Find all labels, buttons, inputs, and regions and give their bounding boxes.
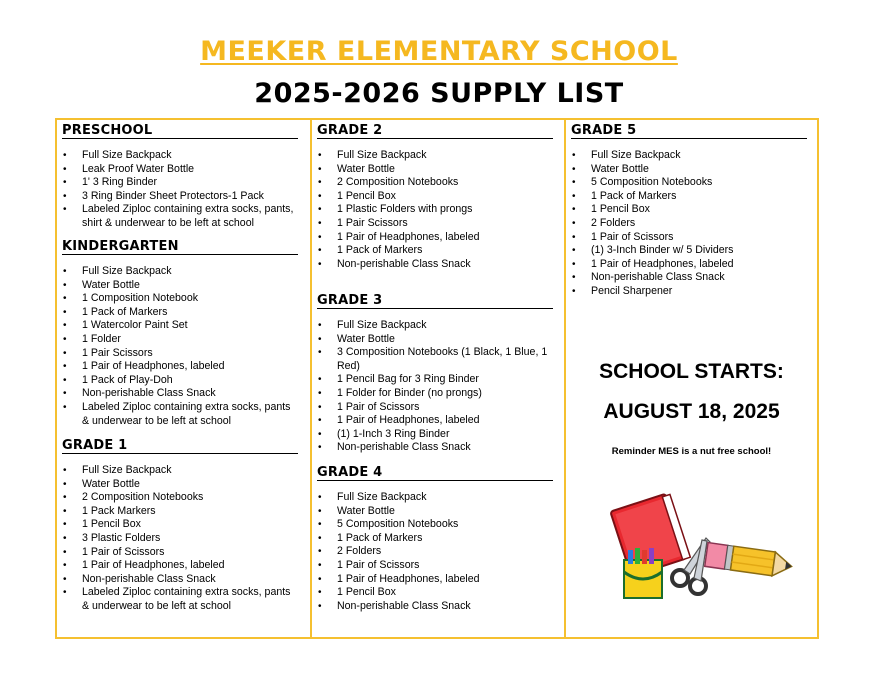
section-grade-5 [571,124,807,299]
list-item: • 3 Ring Binder Sheet Protectors-1 Pack [62,190,298,204]
list-item: • 2 Composition Notebooks [317,176,553,190]
school-starts-label: SCHOOL STARTS: [599,360,784,383]
list-item: • Water Bottle [62,279,298,293]
list-item: • Water Bottle [571,163,807,177]
list-item: • 1 Pair of Headphones, labeled [317,414,553,428]
section-grade-4 [317,466,553,613]
list-item: • 3 Composition Notebooks (1 Black, 1 Blue, 1 Red) [317,346,553,373]
list-item: • Pencil Sharpener [571,285,807,299]
section-grade-3 [317,294,553,455]
list-item: • 1 Pack Markers [62,505,298,519]
list-item: • Full Size Backpack [571,149,807,163]
item-list [62,265,298,428]
section-grade-2 [317,124,553,271]
list-item: • 1 Pair of Scissors [571,231,807,245]
item-list [317,149,553,271]
list-item: • 1 Pack of Markers [317,244,553,258]
list-item: • (1) 3-Inch Binder w/ 5 Dividers [571,244,807,258]
list-item: • Full Size Backpack [62,265,298,279]
school-supplies-clipart-icon [606,490,796,605]
list-item: • 1 Folder for Binder (no prongs) [317,387,553,401]
column-2 [312,120,566,637]
list-item: • 1 Pair of Headphones, labeled [317,231,553,245]
list-item: • Labeled Ziploc containing extra socks, pants & underwear to be left at school [62,401,298,428]
supply-list-title: 2025-2026 SUPPLY LIST [254,78,624,109]
section-heading: KINDERGARTEN [62,240,298,255]
list-item: • Non-perishable Class Snack [317,600,553,614]
list-item: • Full Size Backpack [317,491,553,505]
list-item: • Water Bottle [317,163,553,177]
list-item: • Non-perishable Class Snack [317,441,553,455]
list-item: • Water Bottle [317,333,553,347]
item-list [571,149,807,299]
list-item: • 1 Folder [62,333,298,347]
section-heading: PRESCHOOL [62,124,298,139]
list-item: • Full Size Backpack [317,149,553,163]
list-item: • 1 Pair of Headphones, labeled [62,360,298,374]
list-item: • 1 Pencil Box [317,190,553,204]
list-item: • Full Size Backpack [62,464,298,478]
item-list [317,491,553,613]
section-heading: GRADE 2 [317,124,553,139]
list-item: • 1 Pair of Headphones, labeled [571,258,807,272]
list-item: • 1 Pair of Scissors [62,546,298,560]
list-item: • 5 Composition Notebooks [571,176,807,190]
list-item: • Non-perishable Class Snack [317,258,553,272]
list-item: • 1 Pair Scissors [62,347,298,361]
list-item: • 1 Pack of Markers [62,306,298,320]
list-item: • 1 Pencil Box [571,203,807,217]
list-item: • 1 Watercolor Paint Set [62,319,298,333]
list-item: • Water Bottle [62,478,298,492]
section-heading: GRADE 5 [571,124,807,139]
school-name: MEEKER ELEMENTARY SCHOOL [200,36,678,67]
list-item: • Full Size Backpack [317,319,553,333]
list-item: • 1 Plastic Folders with prongs [317,203,553,217]
list-item: • Non-perishable Class Snack [571,271,807,285]
item-list [317,319,553,455]
list-item: • 1 Pair of Headphones, labeled [62,559,298,573]
list-item: • 1 Composition Notebook [62,292,298,306]
list-item: • 1 Pack of Markers [317,532,553,546]
school-start-date: AUGUST 18, 2025 [603,400,780,423]
list-item: • 1 Pair Scissors [317,217,553,231]
list-item: • 1' 3 Ring Binder [62,176,298,190]
list-item: • 2 Folders [571,217,807,231]
list-item: • (1) 1-Inch 3 Ring Binder [317,428,553,442]
column-3 [566,120,817,637]
list-item: • Labeled Ziploc containing extra socks, pants & underwear to be left at school [62,586,298,613]
list-item: • 3 Plastic Folders [62,532,298,546]
list-item: • Leak Proof Water Bottle [62,163,298,177]
section-heading: GRADE 4 [317,466,553,481]
list-item: • 1 Pack of Play-Doh [62,374,298,388]
list-item: • 1 Pencil Box [62,518,298,532]
list-item: • Labeled Ziploc containing extra socks, pants, shirt & underwear to be left at school [62,203,298,230]
list-item: • Full Size Backpack [62,149,298,163]
list-item: • 1 Pair of Headphones, labeled [317,573,553,587]
section-kindergarten [62,240,298,428]
section-heading: GRADE 3 [317,294,553,309]
list-item: • 2 Folders [317,545,553,559]
list-item: • Non-perishable Class Snack [62,573,298,587]
column-1 [57,120,312,637]
list-item: • 1 Pair of Scissors [317,559,553,573]
list-item: • Water Bottle [317,505,553,519]
list-item: • 1 Pair of Scissors [317,401,553,415]
list-item: • 1 Pencil Bag for 3 Ring Binder [317,373,553,387]
list-item: • Non-perishable Class Snack [62,387,298,401]
nut-free-reminder: Reminder MES is a nut free school! [611,446,772,457]
list-item: • 2 Composition Notebooks [62,491,298,505]
list-item: • 5 Composition Notebooks [317,518,553,532]
list-item: • 1 Pack of Markers [571,190,807,204]
item-list [62,149,298,231]
list-item: • 1 Pencil Box [317,586,553,600]
section-preschool [62,124,298,231]
supply-grid [55,118,819,639]
section-grade-1 [62,439,298,614]
item-list [62,464,298,614]
section-heading: GRADE 1 [62,439,298,454]
